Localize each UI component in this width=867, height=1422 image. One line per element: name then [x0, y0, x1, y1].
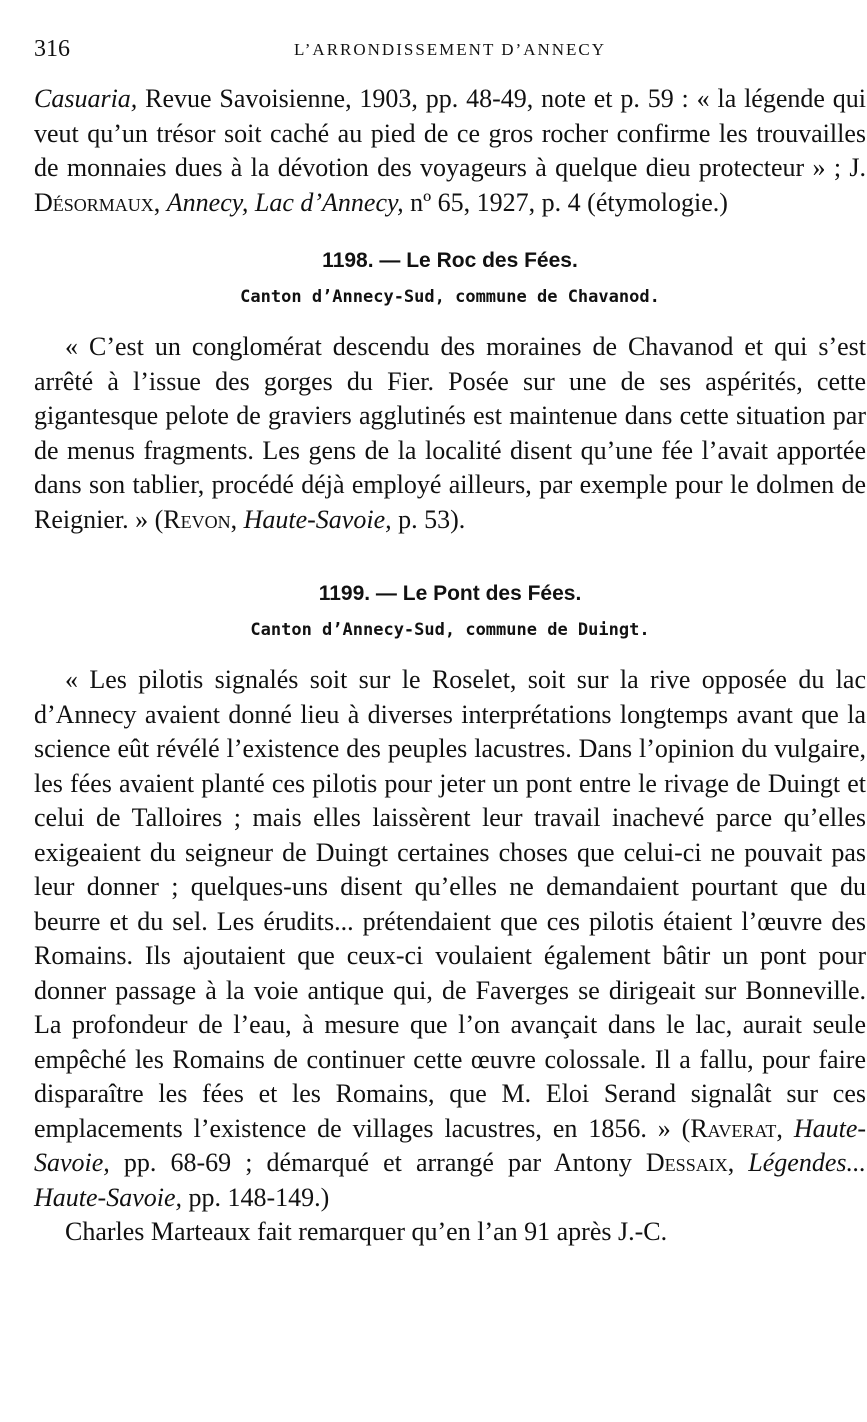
entry-1198-subtitle: Canton d’Annecy-Sud, commune de Chavanod. [240, 287, 660, 307]
intro-work-annecy: Annecy, Lac d’Annecy, [166, 187, 404, 217]
entry-1199-text: pp. 148-149.) [182, 1182, 330, 1212]
intro-author: Désormaux [34, 187, 154, 217]
entry-1198-text: « C’est un conglomérat descendu des moraines de Chavanod et qui s’est arrêté à l’issue des gorges du Fier. Posée sur une de ses aspérités, cette gigantesque pelote de graviers agglutinés est maintenue dans cette situation par de menus fragments. Les gens de la localité disent qu’une fée l’avait apportée dans son tablier, procédé déjà employé ailleurs, par exemple pour le dolmen de Reignier. » ( [34, 332, 866, 534]
entry-1199-text: , [727, 1148, 749, 1177]
page [34, 30, 866, 1250]
page-number: 316 [34, 36, 70, 62]
entry-1198-title: 1198. — Le Roc des Fées. [322, 249, 578, 272]
entry-1198-text: , [230, 504, 244, 534]
continuation-text: Charles Marteaux fait remarquer qu’en l’an 91 après J.-C. [65, 1217, 668, 1246]
entry-1199-title: 1199. — Le Pont des Fées. [318, 582, 582, 605]
running-header [34, 30, 866, 70]
intro-paragraph [34, 82, 866, 220]
intro-work-casuaria: Casuaria, [34, 84, 138, 113]
intro-text: , [153, 187, 161, 217]
entry-1199-subtitle: Canton d’Annecy-Sud, commune de Duingt. [250, 620, 650, 640]
intro-text: « la légende qui veut qu’un trésor soit caché au pied de ce gros [34, 84, 866, 148]
entry-1198-text: p. 53). [391, 504, 466, 534]
entry-1199-work-haute-savoie: Haute-Savoie, [34, 1113, 867, 1177]
entry-1199-author-raverat: Raverat [690, 1113, 777, 1143]
entry-1198-work: Haute-Savoie, [243, 504, 392, 534]
intro-text: Revue Savoisienne, 1903, pp. 48-49, note et p. 59 : [137, 84, 689, 113]
entry-1199-work-legendes: Légendes... Haute-Savoie, [34, 1148, 866, 1212]
entry-1199-author-dessaix: Dessaix [645, 1148, 728, 1177]
entry-1199-text: pp. 68-69 ; démarqué et arrangé par Antony [109, 1148, 646, 1177]
running-title: L’ARRONDISSEMENT D’ANNECY [293, 40, 607, 59]
intro-text: des voyageurs à quelque dieu protecteur » ; J. [377, 153, 866, 182]
entry-1199-text: « Les pilotis signalés soit sur le Roselet, soit sur la rive opposée du lac d’Annecy avaient donné lieu à diverses interprétations longtemps avant que la science eût révélé l’existence des peuples lacustres. Dans l’opinion du vulgaire, les fées avaient planté ces pilotis pour jeter un pont entre le rivage de Duingt et celui de Talloires ; mais elles laissèrent leur travail inachevé parce qu’elles exigeaient du seigneur de Duingt certaines choses que celui-ci ne pouvait pas leur donner ; quelques-uns disent qu’elles ne demandaient pourtant que du beurre et du sel. Les érudits... prétendaient que ces pilotis étaient l’œuvre des Romains. Ils ajoutaient que ceux-ci voulaient également bâtir un pont pour donner passage à la voie antique qui, de Faverges se dirigeait sur Bonneville. La profondeur de l’eau, à mesure que l’on avançait dans le lac, aurait seule empêché les Romains de continuer cette œuvre colossale. Il a fallu, pour faire disparaître les fées et les Romains, que M. Eloi Serand signalât sur ces emplacements l’existence de villages lacustres, en 1856. » ( [34, 665, 866, 1143]
entry-1198-paragraph [34, 330, 866, 537]
intro-text: rocher confirme les trouvailles de monnaies dues à la dévotion [34, 118, 867, 182]
entry-1199-paragraph [34, 663, 866, 1215]
intro-text: nº 65, 1927, p. 4 (étymologie.) [403, 187, 728, 217]
entry-1198-author: Revon [163, 504, 231, 534]
continuation-paragraph [34, 1215, 866, 1250]
entry-1199-text: , [776, 1113, 794, 1143]
